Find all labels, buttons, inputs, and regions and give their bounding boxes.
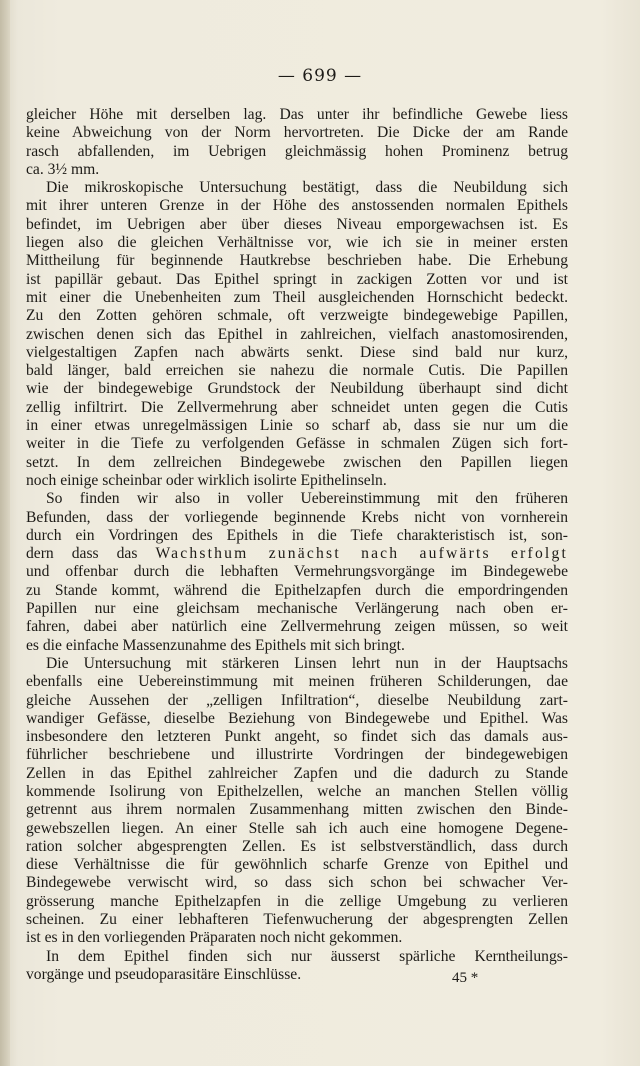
text-line-content: mit ihrer unteren Grenze in der Höhe des anstossenden normalen Epithels	[26, 197, 568, 215]
text-line-content: ist papillär gebaut. Das Epithel springt in zackigen Zotten vor und ist	[26, 270, 568, 288]
text-line	[26, 911, 568, 929]
page-number: — 699 —	[277, 66, 363, 86]
text-line	[26, 874, 568, 892]
text-line	[26, 692, 568, 710]
text-line	[26, 307, 568, 325]
text-line-content: kommende Isolirung von Epithelzellen, welche an manchen Stellen völlig	[26, 782, 568, 800]
text-line	[26, 161, 568, 179]
text-line-content: gewebszellen liegen. An einer Stelle sah ich auch eine homogene Degene-	[26, 819, 568, 837]
text-line-content: gleicher Höhe mit derselben lag. Das unter ihr befindliche Gewebe liess	[26, 106, 568, 123]
text-line	[26, 472, 568, 490]
text-line	[26, 820, 568, 838]
text-line-content: zu Stande kommt, während die Epithelzapfen durch die empordringenden	[26, 581, 568, 599]
text-line-content: weiter in die Tiefe zu verfolgenden Gefässe in schmalen Zügen sich fort-	[26, 435, 568, 453]
text-line	[26, 435, 568, 453]
text-line-content: wandiger Gefässe, dieselbe Beziehung von Bindegewebe und Epithel. Was	[26, 709, 568, 727]
text-line-content: liegen also die gleichen Verhältnisse vor, wie ich sie in meiner ersten	[26, 234, 568, 252]
text-line	[26, 143, 568, 161]
text-line-content: ebenfalls eine Uebereinstimmung mit meinen früheren Schilderungen, dae	[26, 673, 568, 691]
text-line	[26, 344, 568, 362]
page-binding-edge	[0, 0, 10, 1066]
text-line-content: führlicher beschriebene und illustrirte Vordringen der bindegewebigen	[26, 746, 568, 764]
text-line	[26, 929, 568, 947]
text-line-content: vorgänge und pseudoparasitäre Einschlüsse.	[26, 965, 302, 983]
text-line	[26, 948, 568, 966]
text-line	[26, 728, 568, 746]
text-line-content: keine Abweichung von der Norm hervortreten. Die Dicke der am Rande	[26, 124, 568, 142]
text-line-content: es die einfache Massenzunahme des Epithels mit sich bringt.	[26, 636, 405, 654]
text-line-content: So finden wir also in voller Uebereinstimmung mit den früheren	[46, 490, 568, 508]
text-line	[26, 399, 568, 417]
text-line-content: Mittheilung für beginnende Hautkrebse beschrieben habe. Die Erhebung	[26, 252, 568, 270]
text-line	[26, 362, 568, 380]
text-line	[26, 490, 568, 508]
text-line	[26, 618, 568, 636]
text-line	[26, 326, 568, 344]
text-line-content: befindet, im Uebrigen aber über dieses Niveau emporgewachsen ist. Es	[26, 215, 568, 233]
text-line	[26, 252, 568, 270]
text-line-content: Bindegewebe verwischt wird, so dass sich schon bei schwacher Ver-	[26, 874, 568, 892]
text-line-content: und offenbar durch die lebhaften Vermehrungsvorgänge im Bindegewebe	[26, 563, 568, 581]
text-line-content: Befunden, dass der vorliegende beginnende Krebs nicht von vornherein	[26, 508, 568, 526]
text-line-content: durch ein Vordringen des Epithels in die Tiefe charakteristisch ist, son-	[26, 526, 568, 544]
text-line	[26, 179, 568, 197]
text-line	[26, 783, 568, 801]
text-line-content: insbesondere den letzteren Punkt angeht, so findet sich das damals aus-	[26, 728, 568, 746]
text-line	[26, 655, 568, 673]
text-line-content: dern dass das	[26, 545, 138, 563]
text-line-content: setzt. In dem zellreichen Bindegewebe zwischen den Papillen liegen	[26, 453, 568, 471]
text-line-content: Die mikroskopische Untersuchung bestätigt, dass die Neubildung sich	[46, 179, 568, 197]
text-line-content: grösserung manche Epithelzapfen in die zellige Umgebung zu verlieren	[26, 892, 568, 910]
text-line-content: in einer etwas unregelmässigen Linie so scharf ab, dass sie nur um die	[26, 417, 568, 435]
text-line	[26, 673, 568, 691]
text-line-content: diese Verhältnisse die für gewöhnlich scharfe Grenze von Epithel und	[26, 856, 568, 874]
text-line-content: fahren, dabei aber natürlich eine Zellvermehrung zeigen müssen, so weit	[26, 618, 568, 636]
body-text	[26, 106, 568, 984]
text-line	[26, 417, 568, 435]
signature-mark: 45 *	[452, 970, 479, 986]
text-line-content: Die Untersuchung mit stärkeren Linsen lehrt nun in der Hauptsachs	[46, 654, 568, 672]
text-line	[26, 563, 568, 581]
spaced-emphasis: Wachsthum zunächst nach aufwärts erfolgt	[155, 545, 568, 563]
text-line-content: ca. 3½ mm.	[26, 160, 100, 178]
text-line	[26, 380, 568, 398]
text-line-content: Papillen nur eine gleichsam mechanische Verlängerung nach oben er-	[26, 600, 568, 618]
text-line	[26, 637, 568, 655]
text-line	[26, 600, 568, 618]
text-line-content: getrennt aus ihrem normalen Zusammenhang mitten zwischen den Binde-	[26, 801, 568, 819]
text-line-content: zellig infiltrirt. Die Zellvermehrung aber schneidet unten gegen die Cutis	[26, 398, 568, 416]
text-line-content: mit einer die Unebenheiten zum Theil ausgleichenden Hornschicht bedeckt.	[26, 288, 568, 306]
text-line	[26, 271, 568, 289]
text-line	[26, 710, 568, 728]
text-line-content: wie der bindegewebige Grundstock der Neubildung überhaupt sind dicht	[26, 380, 568, 398]
text-line	[26, 856, 568, 874]
text-line	[26, 124, 568, 142]
text-line-content: ration solcher abgesprengten Zellen. Es ist selbstverständlich, dass durch	[26, 837, 568, 855]
text-line-content: Zellen in das Epithel zahlreicher Zapfen und die dadurch zu Stande	[26, 764, 568, 782]
text-line	[26, 454, 568, 472]
text-line	[26, 509, 568, 527]
text-line	[26, 545, 568, 563]
text-line-content: vielgestaltigen Zapfen nach abwärts senkt. Diese sind bald nur kurz,	[26, 343, 568, 361]
text-line	[26, 289, 568, 307]
text-line-content: Zu den Zotten gehören schmale, oft verzweigte bindegewebige Papillen,	[26, 307, 568, 325]
text-line-content: In dem Epithel finden sich nur äusserst spärliche Kerntheilungs-	[46, 947, 568, 965]
text-line	[26, 582, 568, 600]
text-line	[26, 765, 568, 783]
text-line-content: ist es in den vorliegenden Präparaten noch nicht gekommen.	[26, 929, 403, 947]
text-line	[26, 197, 568, 215]
text-line-content: scheinen. Zu einer lebhafteren Tiefenwucherung der abgesprengten Zellen	[26, 911, 568, 929]
text-line-content: noch einige scheinbar oder wirklich isolirte Epithelinseln.	[26, 471, 387, 489]
text-line	[26, 234, 568, 252]
text-line	[26, 801, 568, 819]
text-line-content: gleiche Aussehen der „zelligen Infiltration“, dieselbe Neubildung zart-	[26, 691, 568, 709]
text-line	[26, 216, 568, 234]
text-line	[26, 527, 568, 545]
text-line	[26, 838, 568, 856]
text-line-content: rasch abfallenden, im Uebrigen gleichmässig hohen Prominenz betrug	[26, 142, 568, 160]
text-line-content: zwischen denen sich das Epithel in zahlreichen, vielfach anastomosirenden,	[26, 325, 568, 343]
text-line	[26, 893, 568, 911]
text-line	[26, 106, 568, 124]
text-line	[26, 966, 568, 984]
text-line	[26, 746, 568, 764]
text-line-content: bald länger, bald erreichen sie nahezu die normale Cutis. Die Papillen	[26, 362, 568, 380]
